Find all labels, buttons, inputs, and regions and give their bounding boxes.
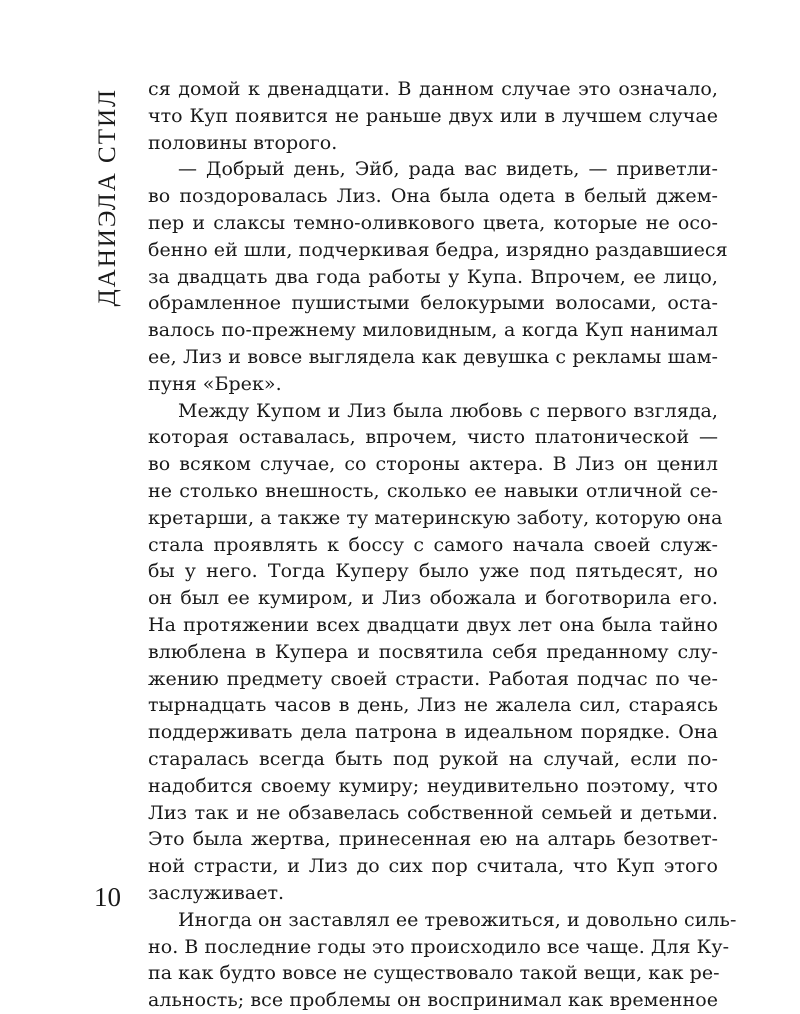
text-line: во поздоровалась Лиз. Она была одета в белый джем- [148,185,718,208]
text-line: Между Купом и Лиз была любовь с первого взгляда, [178,399,718,422]
text-line: пуня «Брек». [148,372,282,395]
text-line: надобится своему кумиру; неудивительно поэтому, что [148,774,718,797]
text-line: — Добрый день, Эйб, рада вас видеть, — приветли- [178,158,718,181]
text-line: влюблена в Купера и посвятила себя преданному слу- [148,640,718,663]
page-number: 10 [94,882,121,912]
text-line: не столько внешность, сколько ее навыки отличной се- [148,479,718,502]
text-line: па как будто вовсе не существовало такой вещи, как ре- [148,962,720,985]
text-line: Иногда он заставлял ее тревожиться, и довольно силь- [178,908,737,931]
text-line: На протяжении всех двадцати двух лет она была тайно [148,613,718,636]
text-line: стала проявлять к боссу с самого начала своей служ- [148,533,718,556]
running-head-author: ДАНИЭЛА СТИЛ [94,88,121,307]
text-line: поддерживать дела патрона в идеальном порядке. Она [148,721,718,744]
text-line: ее, Лиз и вовсе выглядела как девушка с рекламы шам- [148,345,718,368]
running-head [88,88,128,318]
text-line: во всяком случае, со стороны актера. В Лиз он ценил [148,453,718,476]
text-line: валось по-прежнему миловидным, а когда Куп нанимал [148,319,718,342]
text-line: старалась всегда быть под рукой на случай, если по- [148,747,718,770]
text-line: жению предмету своей страсти. Работая подчас по че- [148,667,718,690]
text-line: Лиз так и не обзавелась собственной семьей и детьми. [148,801,718,824]
text-line: Это была жертва, принесенная ею на алтарь безответ- [148,828,718,851]
text-line: за двадцать два года работы у Купа. Впрочем, ее лицо, [148,265,718,288]
text-line: половины второго. [148,131,338,154]
text-line: но. В последние годы это происходило все чаще. Для Ку- [148,935,730,958]
text-line: заслуживает. [148,881,285,904]
text-line: что Куп появится не раньше двух или в лучшем случае [148,104,718,127]
body-text [148,76,737,1014]
text-line: тырнадцать часов в день, Лиз не жалела сил, стараясь [148,694,718,717]
text-line: ной страсти, и Лиз до сих пор считала, что Куп этого [148,855,718,878]
text-line: пер и слаксы темно-оливкового цвета, которые не осо- [148,211,718,234]
text-line: ся домой к двенадцати. В данном случае это означало, [148,78,718,100]
text-line: бы у него. Тогда Куперу было уже под пятьдесят, но [148,560,718,583]
text-line: кретарши, а также ту материнскую заботу, которую она [148,506,723,529]
text-line: бенно ей шли, подчеркивая бедра, изрядно раздавшиеся [148,238,728,261]
text-line: альность; все проблемы он воспринимал как временное [148,989,718,1012]
text-line: которая оставалась, впрочем, чисто платонической — [148,426,718,449]
text-line: он был ее кумиром, и Лиз обожала и боготворила его. [148,587,718,610]
text-line: обрамленное пушистыми белокурыми волосами, оста- [148,292,718,315]
